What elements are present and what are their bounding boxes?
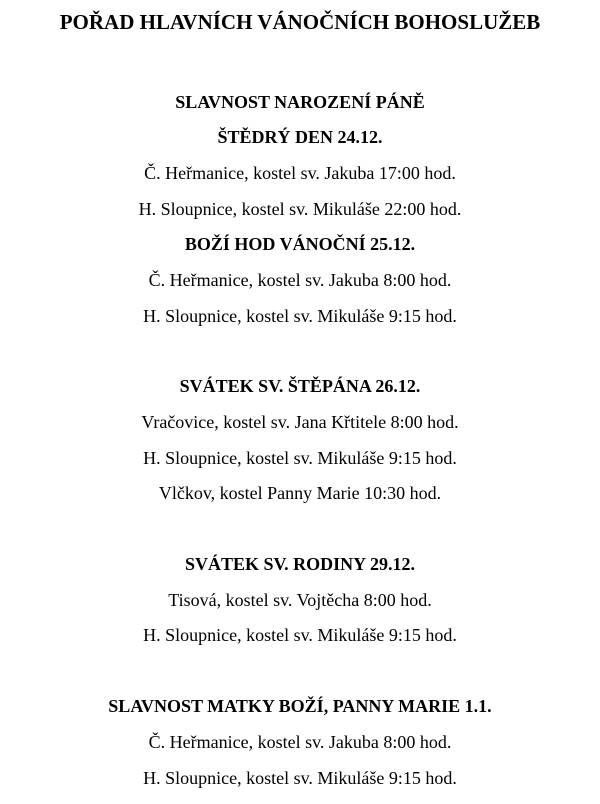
day-heading-christmas-day: BOŽÍ HOD VÁNOČNÍ 25.12.: [184, 234, 416, 254]
service-line: Vračovice, kostel sv. Jana Křtitele 8:00 hod.: [141, 412, 459, 432]
service-line: H. Sloupnice, kostel sv. Mikuláše 9:15 hod.: [143, 768, 457, 788]
service-line: H. Sloupnice, kostel sv. Mikuláše 9:15 hod.: [143, 306, 457, 326]
page-title: POŘAD HLAVNÍCH VÁNOČNÍCH BOHOSLUŽEB: [59, 10, 541, 34]
service-line: Vlčkov, kostel Panny Marie 10:30 hod.: [158, 483, 442, 503]
service-line: H. Sloupnice, kostel sv. Mikuláše 9:15 hod.: [143, 448, 457, 468]
section-heading-st-stephen: SVÁTEK SV. ŠTĚPÁNA 26.12.: [179, 376, 421, 396]
service-line: Č. Heřmanice, kostel sv. Jakuba 8:00 hod.: [148, 270, 452, 290]
day-heading-christmas-eve: ŠTĚDRÝ DEN 24.12.: [217, 127, 383, 147]
service-line: Č. Heřmanice, kostel sv. Jakuba 17:00 hod.: [144, 163, 456, 183]
service-line: Tisová, kostel sv. Vojtěcha 8:00 hod.: [168, 590, 432, 610]
service-line: H. Sloupnice, kostel sv. Mikuláše 22:00 hod.: [138, 199, 462, 219]
service-line: H. Sloupnice, kostel sv. Mikuláše 9:15 hod.: [143, 625, 457, 645]
section-heading-mother-of-god: SLAVNOST MATKY BOŽÍ, PANNY MARIE 1.1.: [108, 696, 492, 716]
section-heading-holy-family: SVÁTEK SV. RODINY 29.12.: [184, 554, 416, 574]
section-heading-christmas: SLAVNOST NAROZENÍ PÁNĚ: [175, 92, 425, 112]
service-line: Č. Heřmanice, kostel sv. Jakuba 8:00 hod.: [148, 732, 452, 752]
